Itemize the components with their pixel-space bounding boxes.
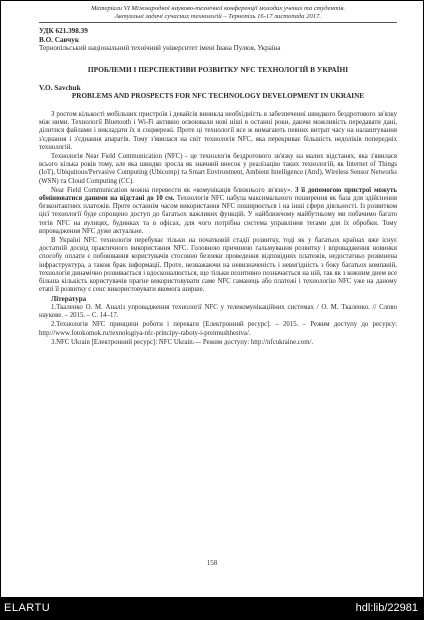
paragraph-3-bold: З її допомогою пристрої можуть обмінюватися даними на відстані до 10 см. (39, 186, 397, 202)
conference-header (39, 5, 397, 21)
paragraph-3 (39, 187, 397, 236)
conference-header-line2: Актуальні задачі сучасних технологій – Тернопіль 16-17 листопада 2017. (114, 13, 322, 20)
page-number: 158 (206, 559, 218, 567)
paper-page (1, 1, 423, 597)
paragraph-3-intro: Near Field Communication можна перевести як «комунікація ближнього зв'язку». (51, 186, 295, 194)
title-en: PROBLEMS AND PROSPECTS FOR NFC TECHNOLOGY DEVELOPMENT IN UKRAINE (71, 92, 365, 101)
footer-repository-name: ELARTU (4, 602, 51, 614)
references-heading: Література (51, 295, 87, 304)
paragraph-1: З ростом кількості мобільних пристроїв і девайсів виникла необхідність в забезпеченні швидкого бездротового зв'язку між ними. Технології Bluetooth і Wi-Fi активно освоювали нові ніші в останні роки, даючи можливість передавати дані, ділитися файлами і викладати їх в соцмережі. Проте ці технології все ж вимагають певних витрат часу на налаштування з'єднання і з'єднання апаратів. Тому з'явилася на світ технологія NFC, яка перекриває більшість недоліків попередніх технологій. (39, 110, 397, 151)
paragraph-3-rest: Технологія NFC набула максимального поширення як база для здійснення безконтактних платежів. Проте останнім часом використання NFC поширюється і на інші сфери діяльності. Із розвитком цієї технології буде спрощено доступ до багатьох важливих функцій. У найближчому майбутньому ми побачимо багато тегів NFC на вулицях, будинках та в офісах, для чого потрібна система управління тегами для їх обробки. Тому впровадження NFC дуже актуальне. (39, 195, 397, 235)
page-content (39, 1, 397, 348)
reference-item: 2.Технологія NFC принципи роботи і переваги [Електронний ресурс]. – 2015. – Режим доступу до ресурсу: http://www.fotokomok.ru/texnologiya-nfc-princіpy-raboty-i-preimushhestva/. (39, 321, 397, 337)
title-ua: ПРОБЛЕМИ І ПЕРСПЕКТИВИ РОЗВИТКУ NFC ТЕХНОЛОГІЙ В УКРАЇНІ (87, 64, 349, 74)
header-rule (39, 22, 397, 23)
udk-code: УДК 621.398.39 (39, 27, 88, 35)
paragraph-4: В Україні NFC технологія перебуває тільки на початковій стадії розвитку, тоді як у багатьох країнах вже існує достатній досвід практичного використання NFC. Головною причиною гальмування розвитку і впровадження новинки способу оплати є побоювання користувачів стосовно безпеки проведення відповідних платежів, недостатньо розвинена інфраструктура, а також брак інформації. Проте, незважаючи на невизначеність і невигідність з боку багатьох компаній, технологія динамічно розвивається і вдосконалюється, що тільки позитивно позначається на ній, так як з кожним днем все більша кількість користувачів прагне використовувати саме NFC гаманець або платежі і технологію NFC уже на даному етапі її розвитку є сенс використовувати якомога ширше. (39, 237, 397, 294)
affiliation: Тернопільський національний технічний університет імені Івана Пулюя, Україна (39, 44, 281, 53)
author-en: V.O. Savchuk (39, 83, 81, 92)
reference-item: 3.NFC Ukrain [Електронний ресурс]: NFC Ukrain.— Режим доступу: http://nfcukraine.com/. (51, 338, 314, 346)
author-ua: В.О. Савчук (39, 35, 79, 44)
conference-header-line1: Матеріали VI Міжнародної науково-технічної конференції молодих учених та студентів. (91, 5, 345, 12)
reference-item: 1.Ткаленко О. М. Аналіз упровадження технології NFC у телекомунікаційних системах / О. М. Ткаленко. // Слово наукове. – 2015. – С. 14–17. (39, 304, 397, 320)
paragraph-2: Технологія Near Field Communication (NFC) - це технологія бездротового зв'язку на малих відстанях, яка з'явилася всього кілька років тому, але яка швидко зросла як значний внесок у реалізацію таких технологій, як Internet of Things (IoT), Ubiquitous/Pervasive Computing (Ubicomp) та Smart Environment, Ambient Intelligence (AmI), Wireless Sensor Networks (WSN) та Cloud Computing (CC). (39, 152, 397, 185)
footer-handle: hdl:lib/22981 (355, 602, 418, 614)
